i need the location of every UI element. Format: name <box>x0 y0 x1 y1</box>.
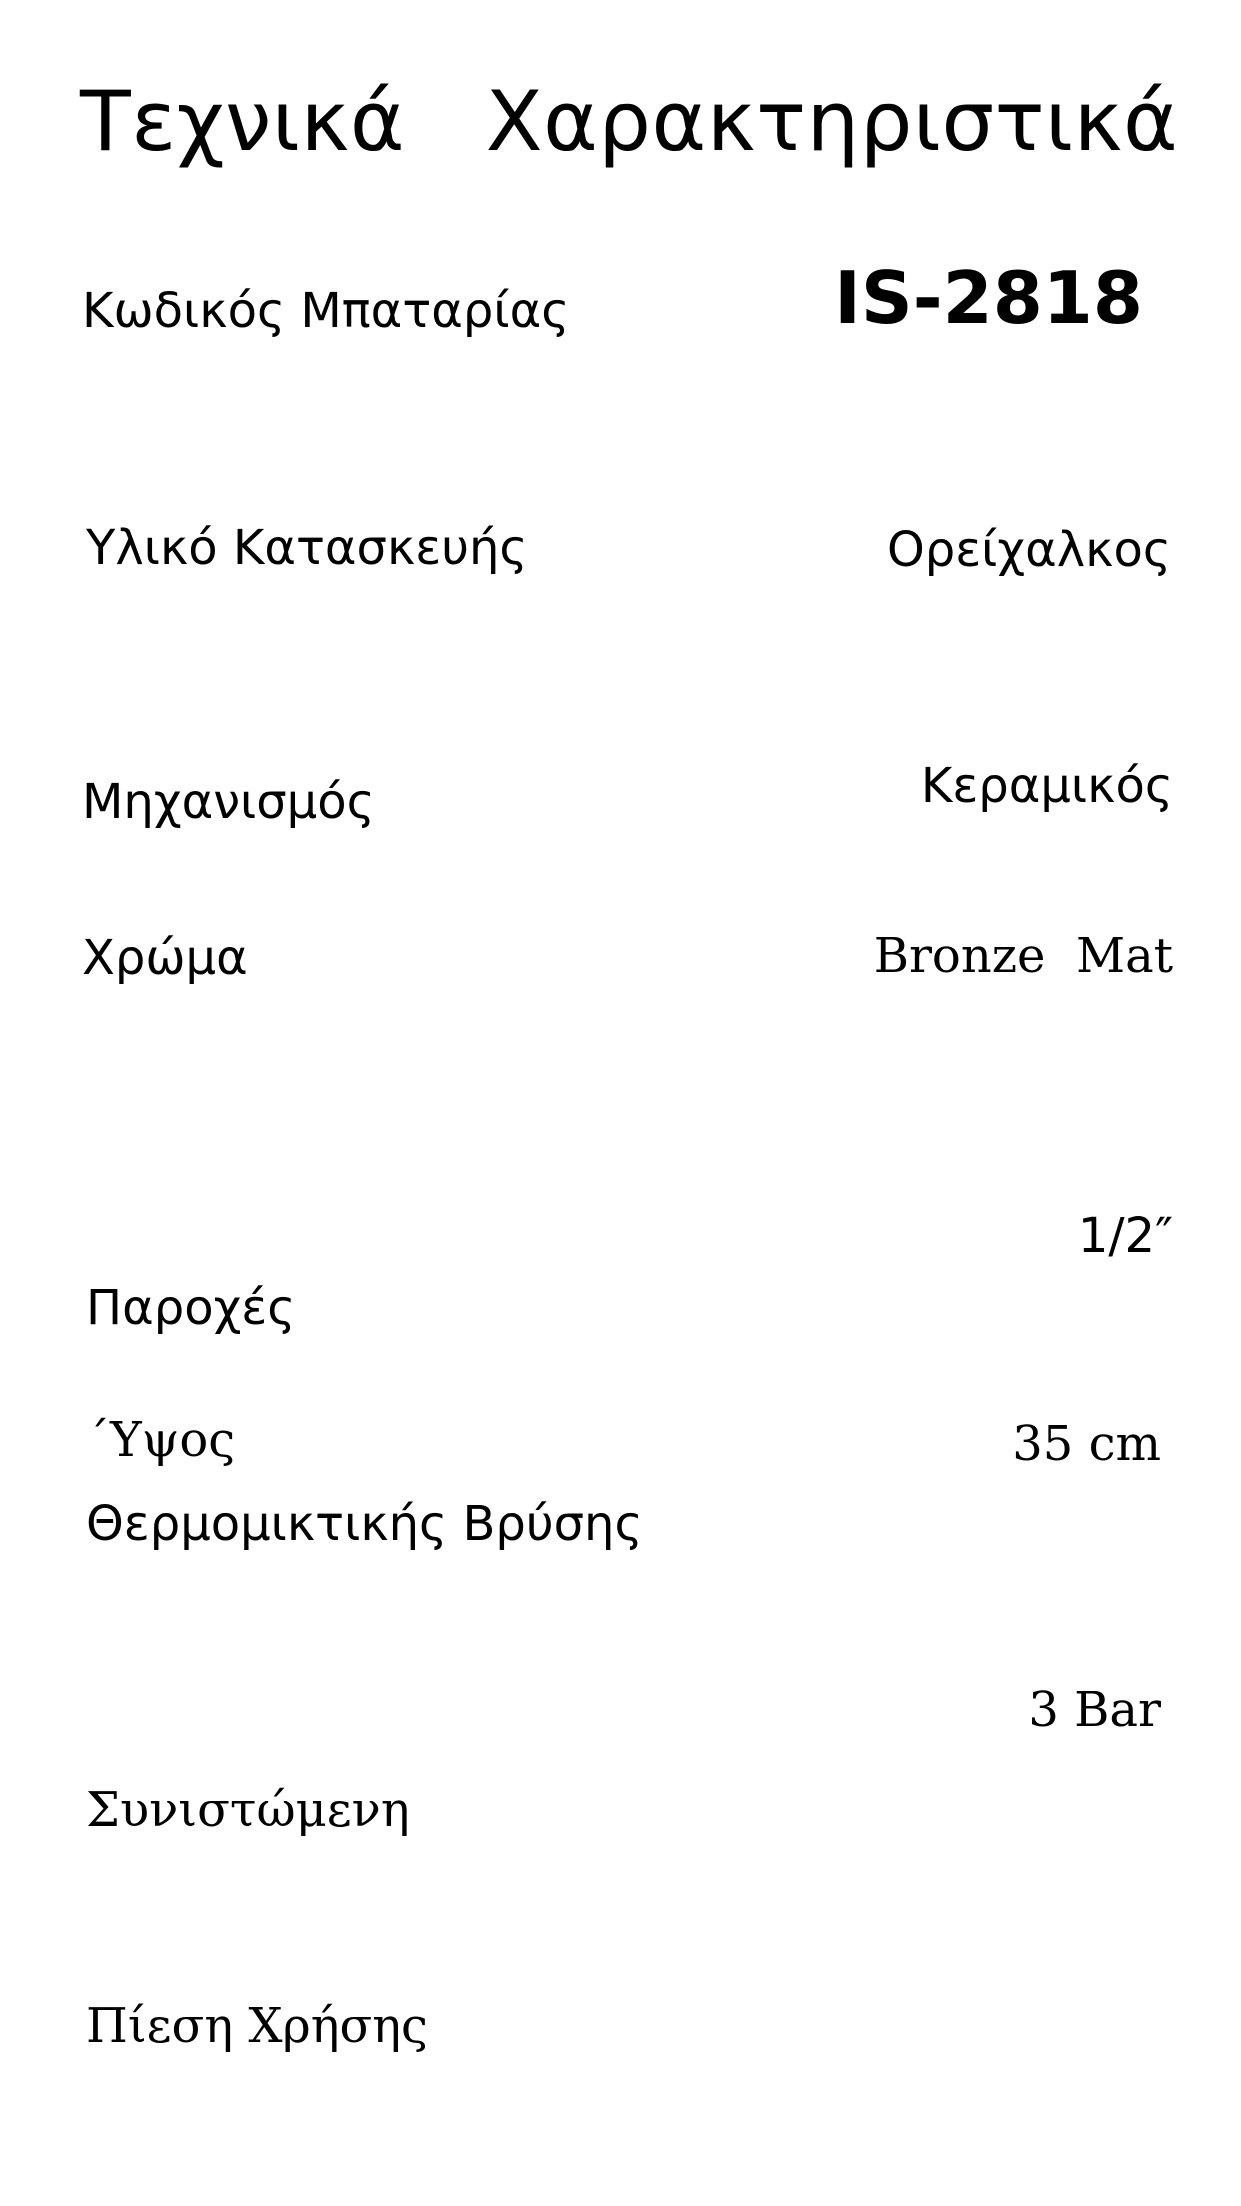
spec-label-mechanism: Μηχανισμός <box>82 774 375 830</box>
spec-label-color: Χρώμα <box>82 930 248 986</box>
spec-label-connections-line2: Θερμομικτικής Βρύσης <box>86 1496 643 1552</box>
spec-value-height: 35 cm <box>1012 1416 1161 1472</box>
spec-label-connections-line1: Παροχές <box>86 1280 296 1336</box>
spec-label-pressure-line2: Πίεση Χρήσης <box>86 1998 428 2054</box>
spec-label-material: Υλικό Κατασκευής <box>86 520 528 576</box>
spec-value-color: Bronze Mat <box>873 928 1173 984</box>
spec-value-pressure: 3 Bar <box>1028 1682 1161 1738</box>
spec-value-mechanism: Κεραμικός <box>920 758 1173 814</box>
spec-label-pressure <box>86 1630 428 2206</box>
spec-value-material: Ορείχαλκος <box>886 522 1171 578</box>
spec-value-connections: 1/2″ <box>1077 1208 1173 1264</box>
spec-label-code: Κωδικός Μπαταρίας <box>82 283 570 339</box>
page-title: Τεχνικά Χαρακτηριστικά <box>80 73 1179 170</box>
spec-label-height: ΄Υψος <box>86 1412 236 1468</box>
spec-value-code: IS-2818 <box>834 256 1143 340</box>
spec-label-pressure-line1: Συνιστώμενη <box>86 1782 410 1838</box>
